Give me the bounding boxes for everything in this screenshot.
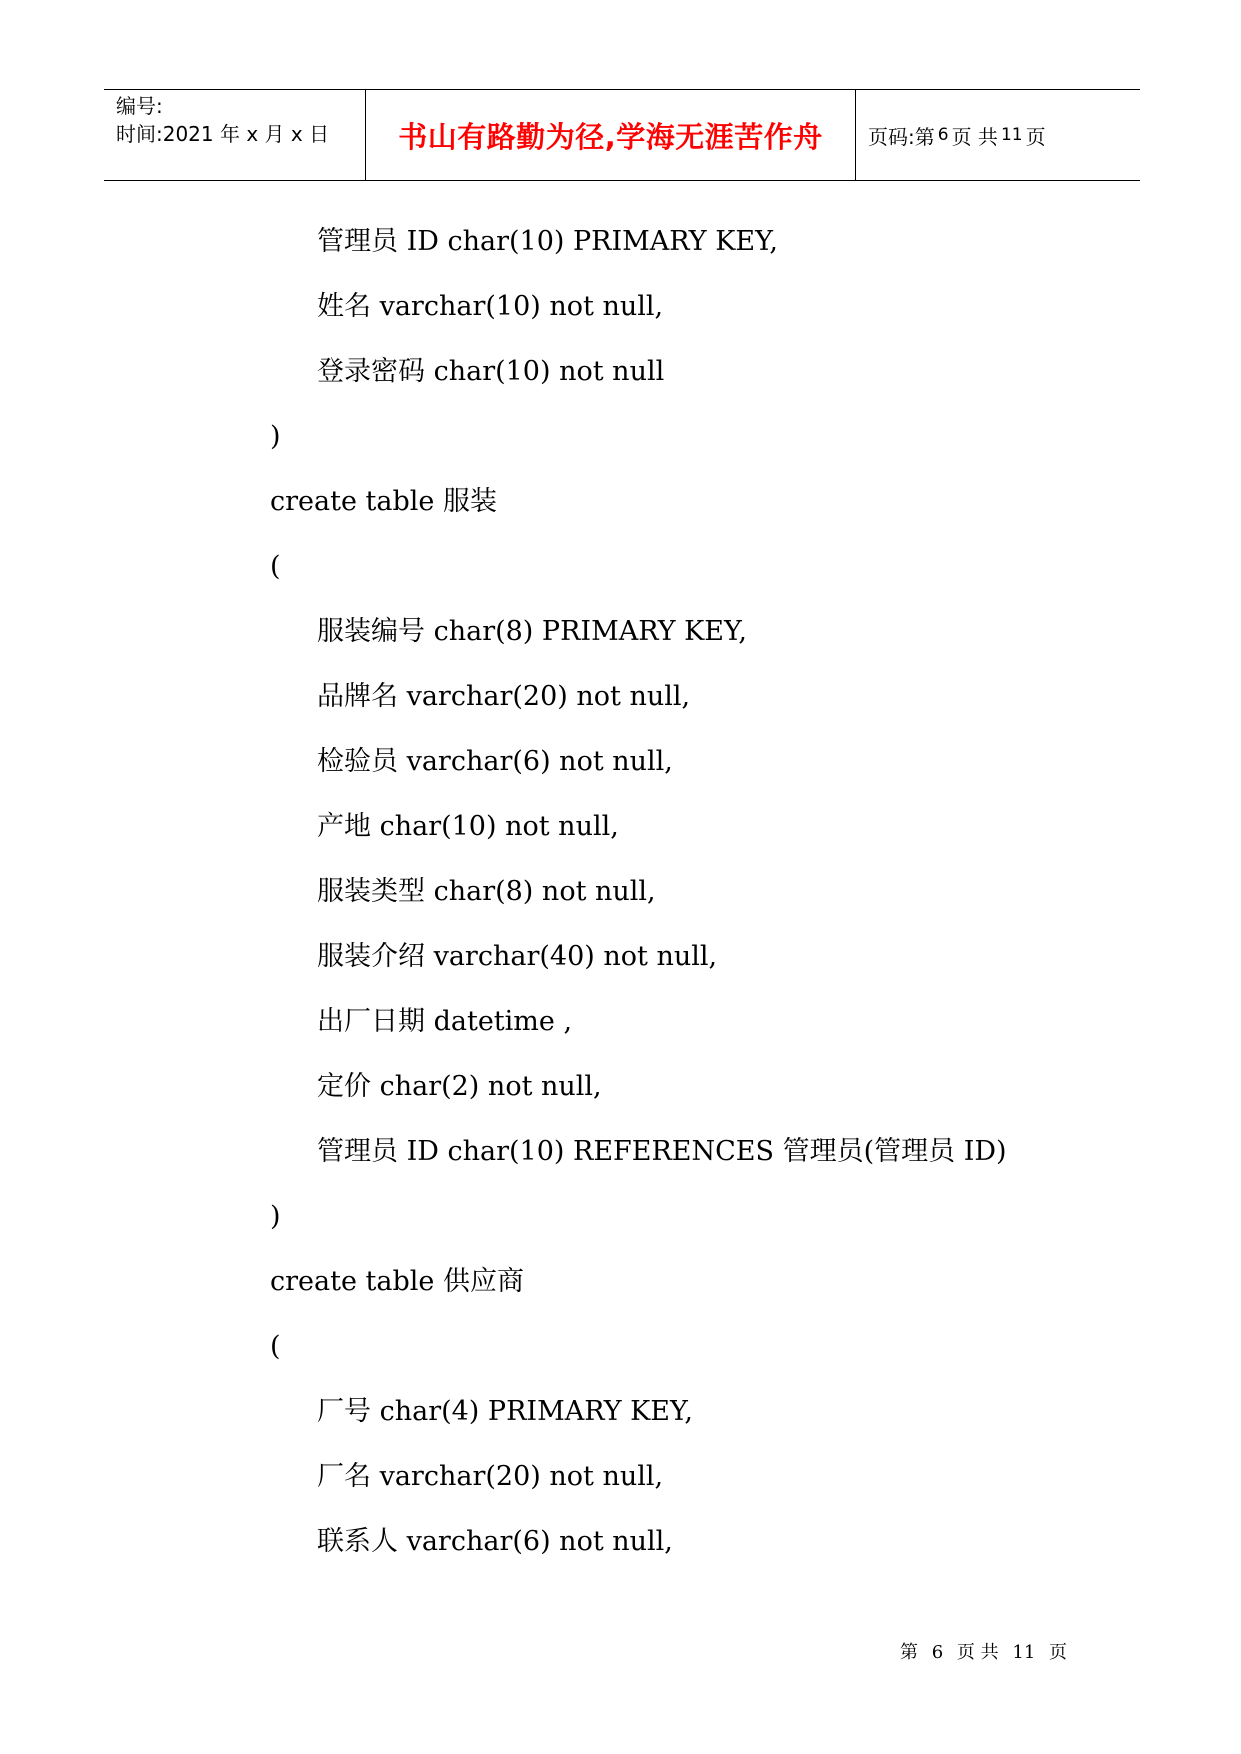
footer-page-prefix: 第 — [900, 1642, 918, 1663]
header-motto: 书山有路勤为径,学海无涯苦作舟 — [398, 119, 823, 154]
code-line: 品牌名 varchar(20) not null, — [317, 681, 691, 712]
footer-page-current: 6 — [931, 1642, 944, 1663]
header-page-total: 11 — [1000, 125, 1023, 145]
code-line: 姓名 varchar(10) not null, — [317, 291, 664, 322]
code-line: 服装编号 char(8) PRIMARY KEY, — [317, 616, 747, 647]
code-line: 服装介绍 varchar(40) not null, — [317, 941, 718, 972]
header-page-mid: 页 共 — [951, 124, 998, 149]
code-line: ( — [270, 551, 281, 582]
header-meta — [104, 90, 366, 180]
code-line: create table 服装 — [270, 486, 497, 517]
code-line: create table 供应商 — [270, 1266, 524, 1297]
footer-page-total: 11 — [1012, 1642, 1036, 1663]
header-page-prefix: 页码:第 — [868, 124, 935, 149]
code-line: 定价 char(2) not null, — [317, 1071, 602, 1102]
code-line: 厂名 varchar(20) not null, — [317, 1461, 664, 1492]
code-line: 登录密码 char(10) not null — [317, 356, 665, 387]
page-footer — [900, 1638, 1075, 1664]
footer-page-suffix: 页 — [1049, 1642, 1068, 1663]
document-time-label: 时间:2021 年 x 月 x 日 — [116, 122, 330, 146]
footer-page-mid: 页 共 — [956, 1642, 999, 1663]
document-number-label: 编号: — [116, 94, 163, 118]
code-line: 产地 char(10) not null, — [317, 811, 619, 842]
code-line: 出厂日期 datetime , — [317, 1006, 573, 1037]
header-motto-cell — [366, 90, 856, 180]
page-header — [104, 89, 1140, 181]
header-page-suffix: 页 — [1025, 124, 1046, 149]
code-line: 联系人 varchar(6) not null, — [317, 1526, 673, 1557]
code-line: 管理员 ID char(10) REFERENCES 管理员(管理员 ID) — [317, 1136, 1007, 1167]
code-line: 管理员 ID char(10) PRIMARY KEY, — [317, 226, 779, 257]
code-line: 服装类型 char(8) not null, — [317, 876, 656, 907]
header-page-current: 6 — [937, 125, 949, 145]
code-line: ( — [270, 1331, 281, 1362]
header-page-indicator — [856, 90, 1140, 180]
code-line: ) — [270, 421, 281, 452]
code-line: 厂号 char(4) PRIMARY KEY, — [317, 1396, 693, 1427]
code-line: ) — [270, 1201, 281, 1232]
code-line: 检验员 varchar(6) not null, — [317, 746, 673, 777]
